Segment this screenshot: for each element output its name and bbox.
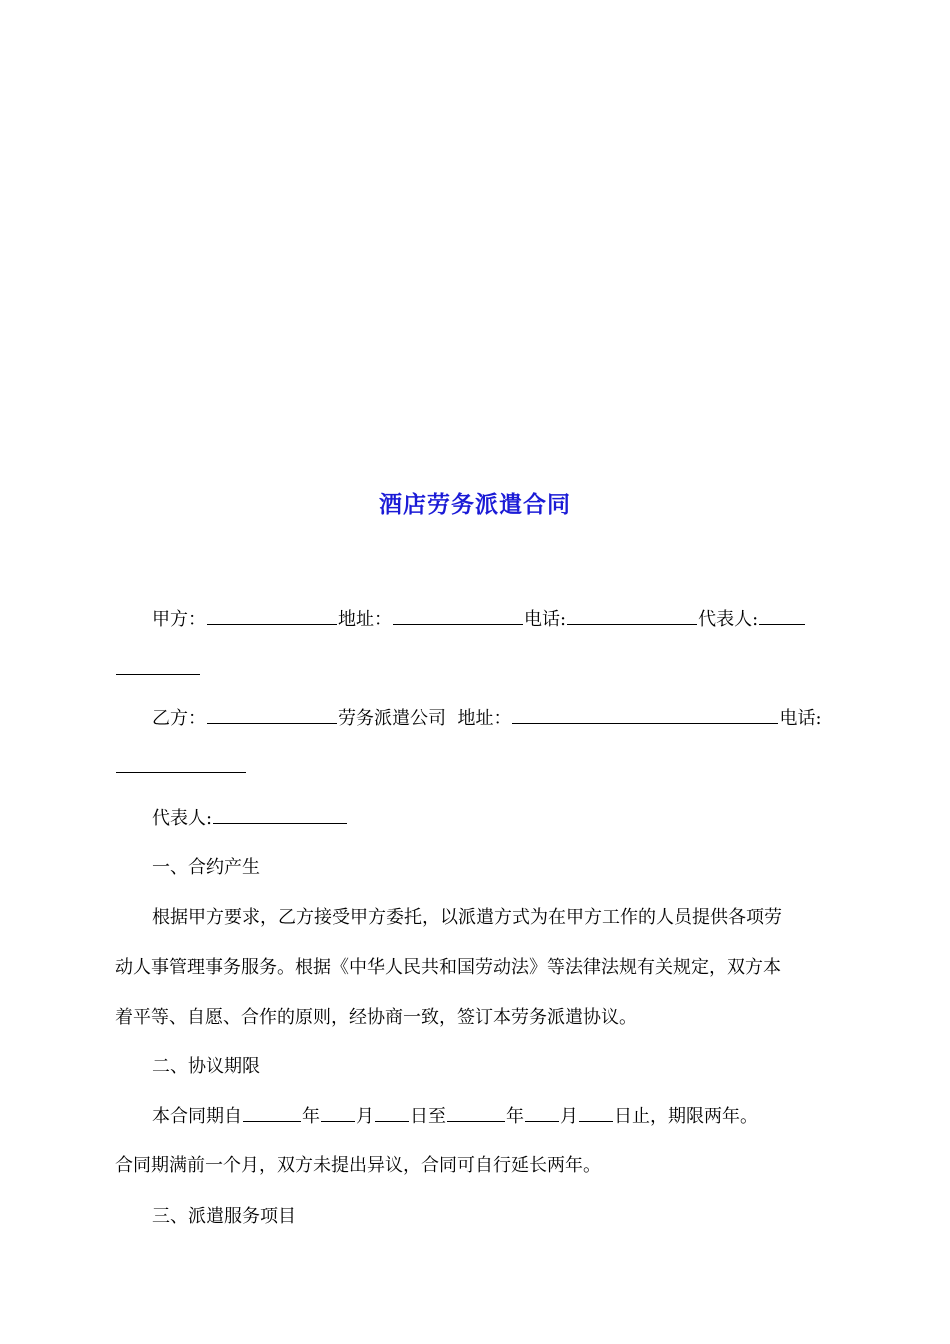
party-b-name-blank[interactable] [207, 722, 337, 724]
party-b-rep-label: 代表人: [152, 808, 213, 829]
start-month-label: 月 [356, 1106, 374, 1127]
section3-heading: 三、派遣服务项目 [152, 1206, 296, 1227]
section1-line-1: 根据甲方要求，乙方接受甲方委托，以派遣方式为在甲方工作的人员提供各项劳 [152, 907, 782, 928]
party-b-phone-continuation [115, 755, 247, 781]
party-a-rep-blank[interactable] [759, 623, 805, 625]
party-b-address-blank[interactable] [512, 722, 778, 724]
section1-line-3: 着平等、自愿、合作的原则，经协商一致，签订本劳务派遣协议。 [115, 1007, 637, 1028]
party-b-rep-blank[interactable] [213, 822, 347, 824]
party-b-phone-label: 电话: [779, 708, 822, 729]
start-year-label: 年 [302, 1106, 320, 1127]
start-month-blank[interactable] [321, 1120, 355, 1122]
end-month-blank[interactable] [525, 1120, 559, 1122]
party-a-address-label: 地址： [338, 609, 392, 630]
party-a-rep-continuation [115, 657, 201, 683]
document-title: 酒店劳务派遣合同 [379, 491, 571, 518]
party-b-phone-blank[interactable] [116, 771, 246, 773]
party-b-label: 乙方： [152, 708, 206, 729]
start-day-blank[interactable] [375, 1120, 409, 1122]
party-a-name-blank[interactable] [207, 623, 337, 625]
party-b-address-label: 地址： [457, 708, 512, 729]
section2-term-line [152, 1104, 758, 1130]
term-prefix: 本合同期自 [152, 1106, 242, 1127]
end-month-label: 月 [560, 1106, 578, 1127]
party-a-line [152, 607, 806, 633]
start-year-blank[interactable] [243, 1120, 301, 1122]
party-a-phone-blank[interactable] [567, 623, 697, 625]
end-day-blank[interactable] [579, 1120, 613, 1122]
party-a-address-blank[interactable] [393, 623, 523, 625]
party-b-line [152, 706, 822, 732]
start-day-label: 日至 [410, 1106, 446, 1127]
section2-line-2: 合同期满前一个月，双方未提出异议，合同可自行延长两年。 [115, 1155, 601, 1176]
party-b-company-suffix: 劳务派遣公司 [338, 708, 446, 729]
end-day-label: 日止，期限两年。 [614, 1106, 758, 1127]
section1-line-2: 动人事管理事务服务。根据《中华人民共和国劳动法》等法律法规有关规定，双方本 [115, 957, 781, 978]
party-a-rep-label: 代表人: [698, 609, 759, 630]
party-a-rep-blank-cont[interactable] [116, 673, 200, 675]
section1-heading: 一、合约产生 [152, 857, 260, 878]
party-b-rep-line [152, 806, 348, 832]
section2-heading: 二、协议期限 [152, 1056, 260, 1077]
party-a-label: 甲方： [152, 609, 206, 630]
end-year-label: 年 [506, 1106, 524, 1127]
end-year-blank[interactable] [447, 1120, 505, 1122]
party-a-phone-label: 电话: [524, 609, 567, 630]
